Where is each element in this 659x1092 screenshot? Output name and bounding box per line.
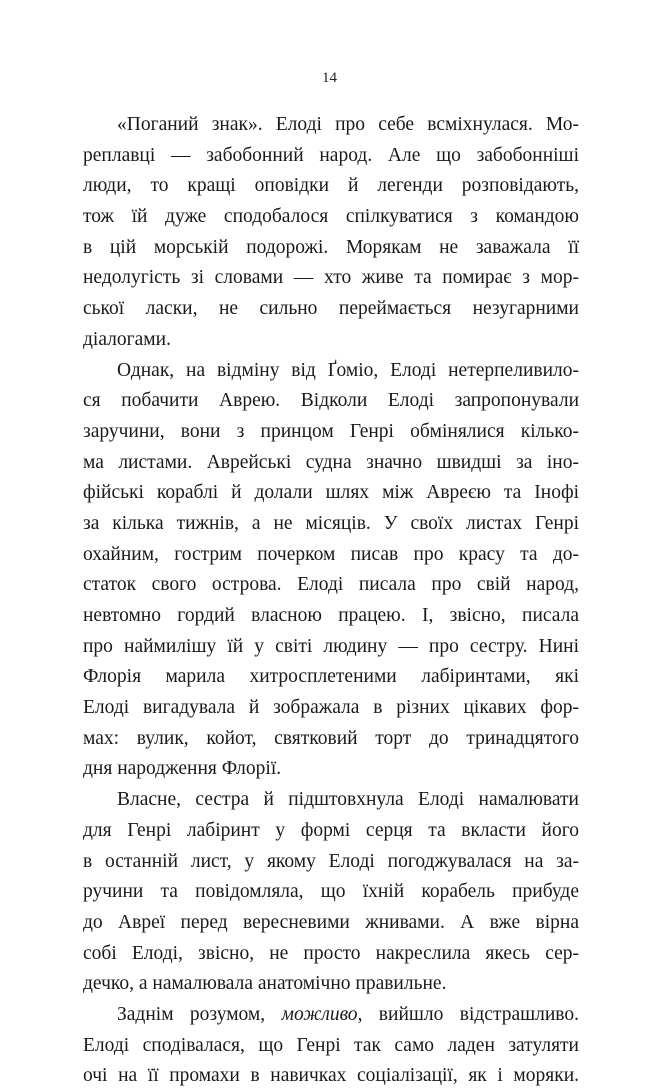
text-line: люди, то кращі оповідки й легенди розповідають, [83,175,579,197]
text-line: собі Елоді, звісно, не просто накреслила якесь сер- [83,942,579,964]
text-line [83,1000,579,1031]
text-line: ської ласки, не сильно переймається незугарними [83,298,579,320]
text-line: ручини та повідомляла, що їхній корабель прибуде [83,881,579,903]
text-line: недолугість зі словами — хто живе та помирає з мор- [83,267,579,289]
text-line: реплавці — забобонний народ. Але що забобонніші [83,144,579,166]
text-line: охайним, гострим почерком писав про красу та до- [83,543,579,565]
text-line: Елоді вигадувала й зображала в різних цікавих фор- [83,697,579,719]
text-line: фійські кораблі й долали шлях між Авреєю та Інофі [83,482,579,504]
text-line: для Генрі лабіринт у формі серця та вкласти його [83,819,579,841]
text-line: діалогами. [83,328,171,350]
italic-emphasis: можливо [281,1003,358,1025]
text-line: ся побачити Аврею. Відколи Елоді запропонували [83,390,579,412]
text-line: ма листами. Аврейські судна значно швидші за іно- [83,451,579,473]
text-line: Однак, на відміну від Ґоміо, Елоді нетерпеливило- [117,359,579,381]
body-text [83,110,579,1092]
text-line: в останній лист, у якому Елоді погоджувалася на за- [83,850,579,872]
text-line: статок свого острова. Елоді писала про свій народ, [83,574,579,596]
text-line: дечко, а намалювала анатомічно правильне. [83,973,447,995]
text-line: невтомно гордий власною працею. І, звісно, писала [83,605,579,626]
text-line: Власне, сестра й підштовхнула Елоді намалювати [117,789,579,811]
text-line: заручини, вони з принцом Генрі обмінялися кілько- [83,420,579,442]
text-line: мах: вулик, койот, святковий торт до тринадцятого [83,727,579,749]
text-line: в цій морській подорожі. Морякам не заважала її [83,236,579,258]
page-number: 14 [322,70,337,86]
text-line: про наймилішу їй у світі людину — про сестру. Нині [83,635,579,657]
text-line: Флорія марила хитросплетеними лабіринтами, які [83,666,579,688]
text-line: до Авреї перед вересневими жнивами. А вже вірна [83,911,579,933]
text-line: дня народження Флорії. [83,758,282,780]
text-line: за кілька тижнів, а не місяців. У своїх листах Генрі [83,512,579,534]
text-line: Елоді сподівалася, що Генрі так само ладен затуляти [83,1034,579,1056]
text-line: тож їй дуже сподобалося спілкуватися з командою [83,206,579,228]
text-line: «Поганий знак». Елоді про себе всміхнулася. Мо- [117,114,579,135]
text-span: , вийшло відстрашливо. [357,1003,579,1025]
text-line: очі на її промахи в навичках соціалізації, як і моряки. [83,1065,579,1087]
text-span: Заднім розумом, [117,1003,282,1025]
